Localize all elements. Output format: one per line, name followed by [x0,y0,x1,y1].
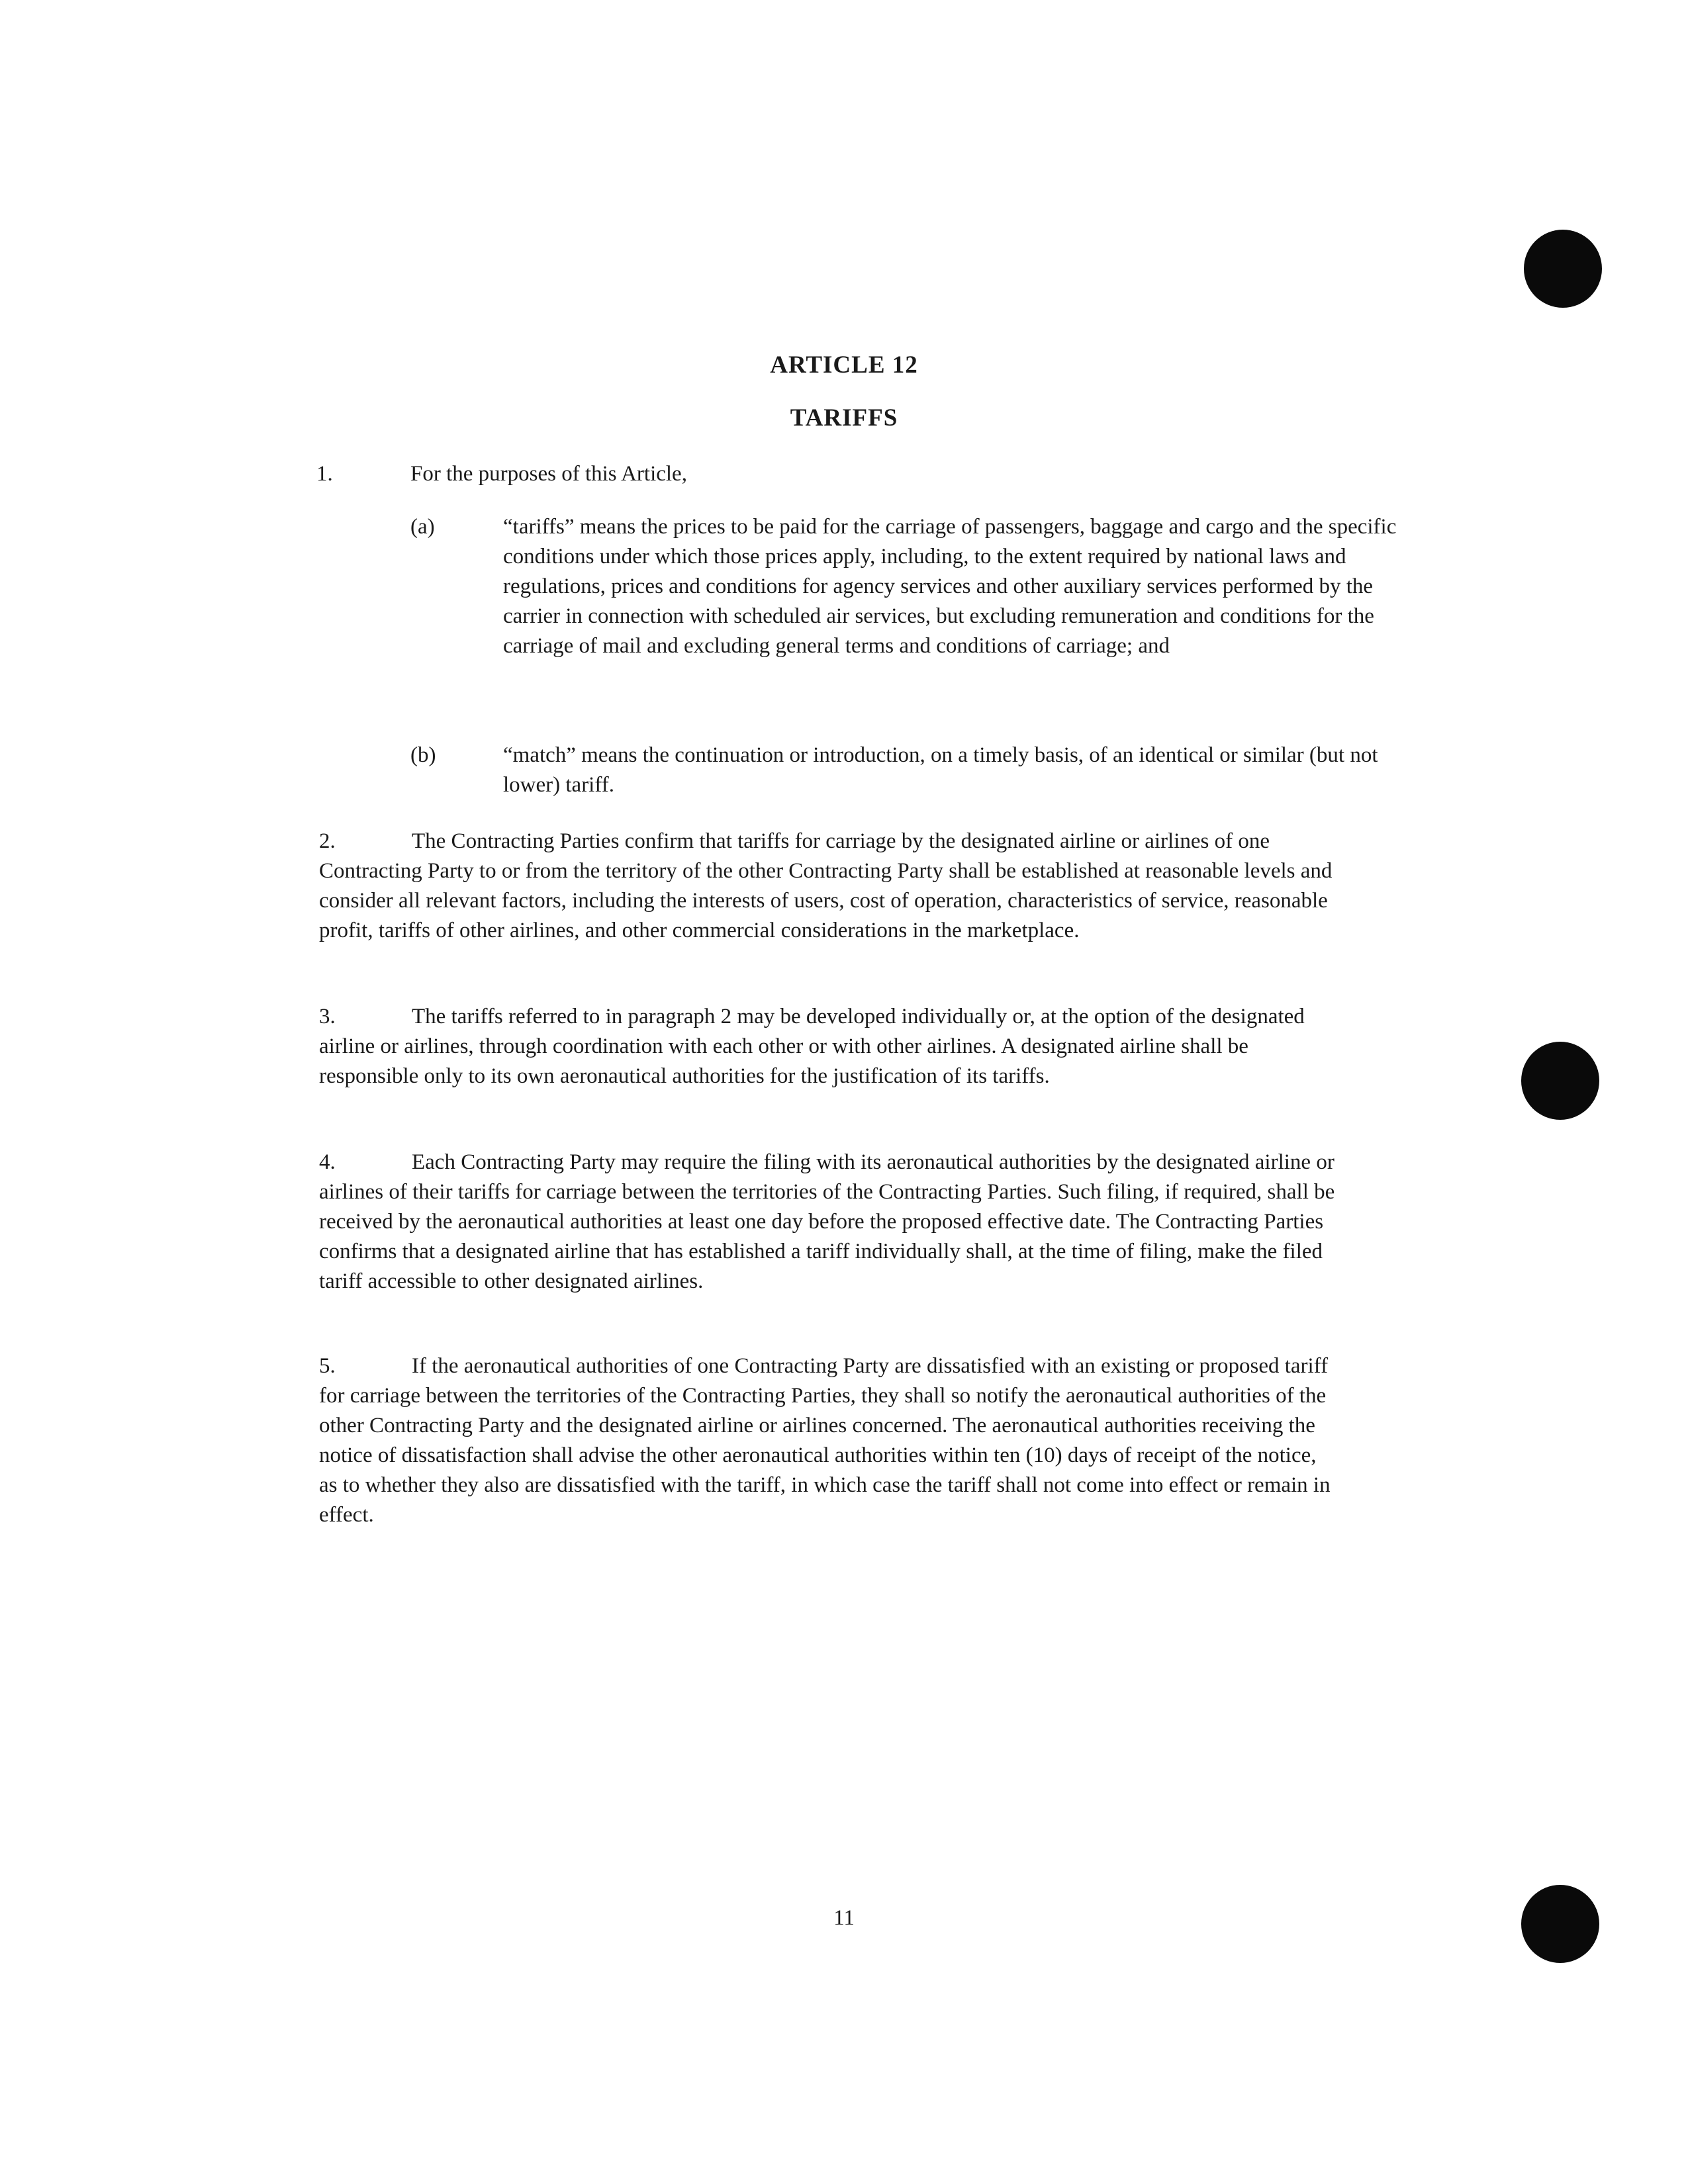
paragraph-text: If the aeronautical authorities of one Contracting Party are dissatisfied with an existing or proposed tariff for carriage between the territories of the Contracting Parties, they shall so notify the aeronautical authorities of the other Contracting Party and the designated airline or airlines concerned. The aeronautical authorities receiving the notice of dissatisfaction shall advise the other aeronautical authorities within ten (10) days of receipt of the notice, as to whether they also are dissatisfied with the tariff, in which case the tariff shall not come into effect or remain in effect. [319,1354,1331,1527]
paragraph-5 [319,1351,1338,1530]
paragraph-text: The Contracting Parties confirm that tariffs for carriage by the designated airline or airlines of one Contracting Party to or from the territory of the other Contracting Party shall be established at reasonable levels and consider all relevant factors, including the interests of users, cost of operation, characteristics of service, reasonable profit, tariffs of other airlines, and other commercial considerations in the marketplace. [319,829,1333,942]
item-label: (b) [410,743,436,767]
paragraph-text: Each Contracting Party may require the filing with its aeronautical authorities by the designated airline or airlines of their tariffs for carriage between the territories of the Contracting Parties. Such filing, if required, shall be received by the aeronautical authorities at least one day before the proposed effective date. The Contracting Parties confirms that a designated airline that has established a tariff individually shall, at the time of filing, make the filed tariff accessible to other designated airlines. [319,1150,1335,1293]
paragraph-number: 1. [316,462,333,486]
page-number: 11 [833,1906,855,1930]
paragraph-3 [319,1002,1338,1091]
paragraph-number: 5. [319,1354,336,1378]
punch-hole-middle [1521,1042,1599,1120]
paragraph-text: The tariffs referred to in paragraph 2 may be developed individually or, at the option of the designated airline or airlines, through coordination with each other or with other airlines. A designated airline shall be responsible only to its own aeronautical authorities for the justification of its tariffs. [319,1005,1305,1088]
paragraph-lead-text: For the purposes of this Article, [410,462,687,486]
paragraph-number: 4. [319,1150,336,1174]
article-number-heading: ARTICLE 12 [770,351,918,379]
paragraph-number: 2. [319,829,336,853]
punch-hole-top [1524,230,1602,308]
item-text: “match” means the continuation or introduction, on a timely basis, of an identical or similar (but not lower) tariff. [503,743,1378,797]
item-label: (a) [410,515,435,539]
paragraph-number: 3. [319,1005,336,1028]
paragraph-4 [319,1148,1338,1297]
item-text: “tariffs” means the prices to be paid for the carriage of passengers, baggage and cargo and the specific conditions under which those prices apply, including, to the extent required by national laws and regulations, prices and conditions for agency services and other auxiliary services performed by the carrier in connection with scheduled air services, but excluding remuneration and conditions for the carriage of mail and excluding general terms and conditions of carriage; and [503,515,1397,658]
paragraph-2 [319,827,1338,946]
article-title: TARIFFS [790,404,898,432]
